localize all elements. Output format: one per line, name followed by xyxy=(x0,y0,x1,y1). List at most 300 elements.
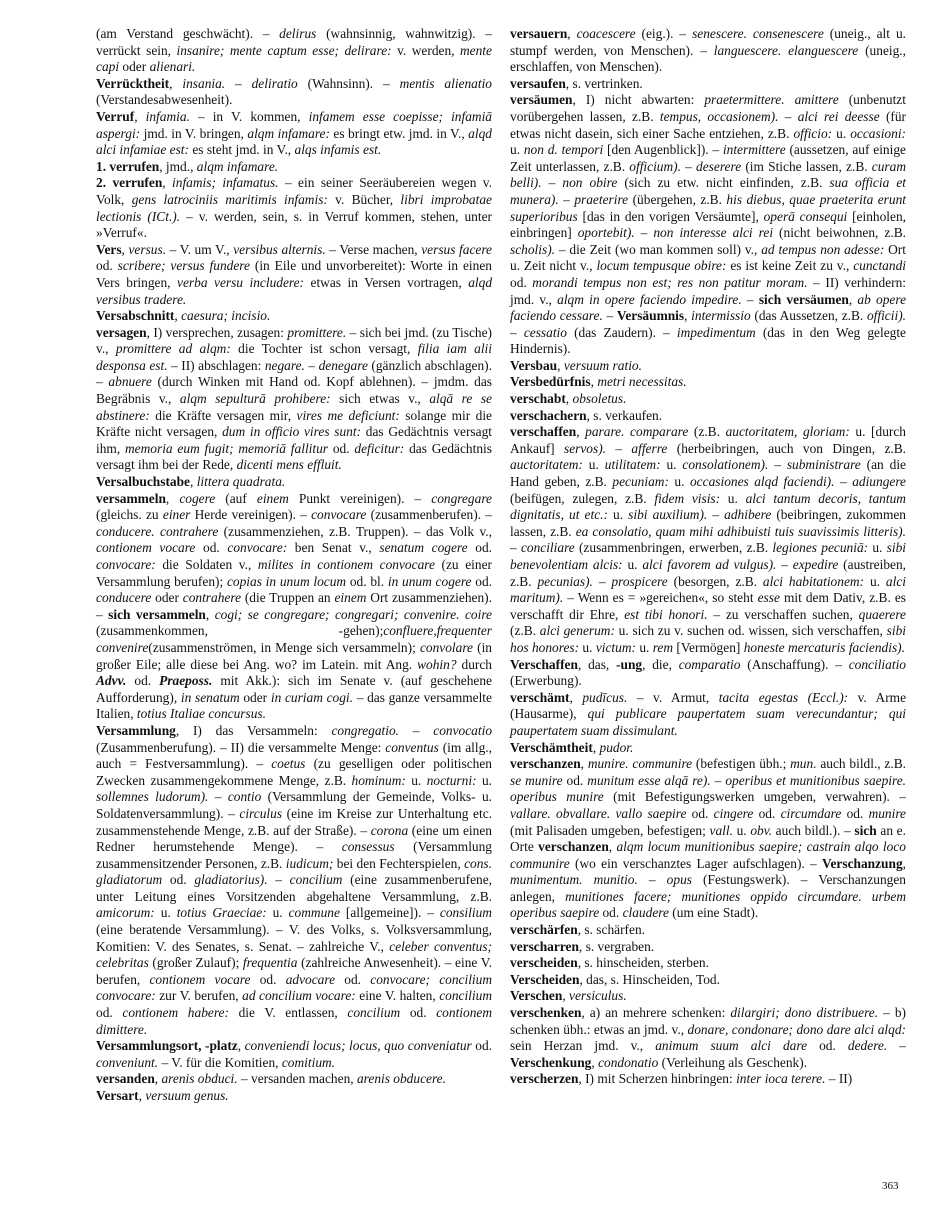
entry-text: auch bildl., z.B. xyxy=(816,756,907,772)
entry-text: [das in den vorigen Versäumte], xyxy=(577,208,764,224)
latin-phrase: contionem vocare xyxy=(96,540,196,556)
latin-phrase: ad concilium vocare: xyxy=(242,988,356,1004)
entry-text: (wahnsinnig, wahnwitzig). – verrückt sein, xyxy=(96,26,492,58)
entry-text: (wo ein verschanztes Lager aufschlagen). – xyxy=(569,855,823,871)
entry-text: od. xyxy=(400,1005,437,1021)
entry-text: [einholen, einbringen] xyxy=(510,208,906,241)
latin-phrase: convocare: xyxy=(96,557,156,572)
entry-text: , s. vertrinken. xyxy=(565,75,643,91)
headword: 2. verrufen xyxy=(96,175,163,191)
dictionary-entry xyxy=(96,159,492,176)
entry-text: an e. Orte xyxy=(510,822,906,855)
entry-text: (übergehen, z.B. xyxy=(628,191,727,207)
entry-text: – versanden machen, xyxy=(237,1071,357,1087)
entry-text: u. xyxy=(154,905,177,921)
latin-phrase: einer xyxy=(162,507,191,523)
entry-text: , xyxy=(154,1071,162,1087)
dictionary-entry xyxy=(510,756,906,922)
entry-text: (uneig., alt u. stumpf werden, von Menschen). – xyxy=(510,26,906,58)
dictionary-entry xyxy=(510,922,906,939)
latin-phrase: coacescere xyxy=(576,26,636,41)
entry-text: das Gedächtnis versagt ihm, xyxy=(96,424,492,456)
dictionary-entry xyxy=(510,740,906,757)
entry-text: (Verstandesabwesenheit). xyxy=(96,92,233,108)
entry-text: (durch Winken mit Hand od. Kopf ablehnen). – jmdm. das Begräbnis v., xyxy=(96,374,492,407)
entry-text: , xyxy=(237,1038,245,1054)
latin-phrase: alci favorem ad vulgus). xyxy=(642,557,777,572)
latin-phrase: filia iam alii desponsa est. xyxy=(96,341,492,373)
entry-text: (Versammlung zusammensitzender Personen, z.B. xyxy=(96,839,492,871)
entry-text: , xyxy=(557,357,564,373)
latin-phrase: operā consequi xyxy=(763,208,848,224)
entry-text: – xyxy=(741,291,759,307)
latin-phrase: inter ioca terere. xyxy=(736,1071,826,1087)
entry-text: od. xyxy=(328,440,355,456)
headword: versaufen xyxy=(510,75,566,91)
entry-text: Ort u. Zeit nicht v., xyxy=(510,241,906,274)
latin-phrase: hominum: xyxy=(351,772,406,788)
latin-phrase: alienari. xyxy=(149,59,196,75)
entry-text: – xyxy=(267,872,290,888)
latin-phrase: curam belli). xyxy=(510,158,907,191)
entry-text: u. xyxy=(635,639,653,655)
entry-text: (unbenutzt vorübergehen lassen, z.B. xyxy=(510,92,906,124)
entry-text: , xyxy=(205,606,215,622)
latin-phrase: celeber conventus; celebritas xyxy=(96,938,492,971)
entry-text: (am Verstand geschwächt). – xyxy=(96,26,280,41)
entry-text: u. xyxy=(864,573,886,589)
latin-phrase: cons. gladiatorum xyxy=(96,855,492,888)
headword: Versbedürfnis xyxy=(510,374,591,390)
latin-phrase: abnuere xyxy=(108,374,152,390)
entry-text: od. xyxy=(467,540,493,556)
latin-phrase: wohin? xyxy=(417,656,457,672)
headword: Versäumnis xyxy=(616,308,685,324)
entry-text: sich etwas v., xyxy=(330,391,430,407)
page-number: 363 xyxy=(882,1180,899,1192)
entry-text: bei den Fechterspielen, xyxy=(333,855,465,871)
entry-text: zur V. berufen, xyxy=(155,988,243,1004)
dictionary-entry xyxy=(96,1071,492,1088)
latin-phrase: gladiatorius). xyxy=(194,872,268,888)
entry-text: , xyxy=(569,689,583,705)
entry-text: , die, xyxy=(642,656,679,672)
latin-phrase: animum suum alci dare xyxy=(655,1038,808,1054)
dictionary-entry xyxy=(96,491,492,723)
entry-text: (aussetzen, auf einige Zeit unterlassen, z.B. xyxy=(510,142,906,174)
latin-phrase: quaerere xyxy=(858,606,906,622)
dictionary-entry xyxy=(96,242,492,308)
entry-text: (zu einer Versammlung berufen); xyxy=(96,557,492,589)
dictionary-entry xyxy=(96,175,492,241)
entry-text: (besorgen, z.B. xyxy=(667,573,763,589)
latin-phrase: ab opere faciendo cessare. xyxy=(510,291,907,324)
headword: Verscheiden xyxy=(510,971,580,987)
latin-phrase: victum: xyxy=(595,639,636,655)
entry-text: oder xyxy=(151,590,183,606)
entry-text: – V. um V., xyxy=(166,241,234,257)
entry-text: (eig.). – xyxy=(635,26,693,41)
entry-text: , I) versprechen, zusagen: xyxy=(146,324,288,340)
latin-phrase: circumdare xyxy=(780,805,842,821)
latin-phrase: conveniunt. xyxy=(96,1054,159,1070)
headword: Verschen xyxy=(510,988,563,1004)
latin-phrase: contionem habere: xyxy=(122,1005,229,1021)
entry-text: , jmd., xyxy=(159,158,197,174)
entry-text: (Festungswerk). – Verschanzungen anlegen, xyxy=(510,872,907,904)
headword: versagen xyxy=(96,324,147,340)
latin-phrase: arenis obducere. xyxy=(356,1071,446,1087)
latin-phrase: adhibere xyxy=(724,507,772,523)
latin-phrase: morandi tempus non est; res non patitur moram. xyxy=(532,274,808,290)
entry-text: (eine im Kreise zur Unterhaltung etc. zusammenstehende Menge, z.B. auf der Straße). – xyxy=(96,805,492,838)
entry-text: (Anschaffung). – xyxy=(740,656,849,672)
dictionary-entry xyxy=(510,76,906,93)
latin-phrase: cogere xyxy=(179,490,216,506)
headword: verschachern xyxy=(510,407,587,423)
latin-phrase: occasioni: xyxy=(850,125,906,141)
entry-text: , xyxy=(562,988,570,1004)
latin-phrase: condonatio xyxy=(598,1054,659,1070)
headword: verscheiden xyxy=(510,955,578,971)
latin-phrase: rem xyxy=(652,639,674,655)
dictionary-entry xyxy=(96,325,492,474)
headword: Verschaffen xyxy=(510,656,578,672)
dictionary-entry xyxy=(510,424,906,656)
headword: verschaffen xyxy=(510,424,577,440)
entry-text: die Soldaten v., xyxy=(155,557,258,572)
headword: Verschanzung xyxy=(822,855,903,871)
headword: versanden xyxy=(96,1071,155,1087)
entry-text: od. xyxy=(807,1038,848,1054)
latin-phrase: tacita egestas (Eccl.): xyxy=(718,689,849,705)
entry-text: (z.B. xyxy=(510,623,540,639)
dictionary-entry xyxy=(510,1071,906,1088)
latin-phrase: alci rei deesse xyxy=(797,108,880,124)
entry-text: (um eine Stadt). xyxy=(668,905,759,921)
dictionary-entry xyxy=(510,988,906,1005)
latin-phrase: pecuniam: xyxy=(612,474,669,490)
entry-text: (herbeibringen, auch von Dingen, z.B. xyxy=(667,440,907,456)
latin-phrase: intermittere xyxy=(722,142,786,158)
latin-phrase: contio xyxy=(227,789,262,805)
entry-text: – V. für die Komitien, xyxy=(158,1054,282,1070)
latin-phrase: ad tempus non adesse: xyxy=(761,241,885,257)
entry-text: od. xyxy=(335,971,371,987)
latin-phrase: sollemnes ludorum). xyxy=(96,789,209,805)
entry-text: (in Eile und unvorbereitet): Worte in einen Vers bringen, xyxy=(96,258,492,290)
entry-text: es ist keine Zeit zu v., xyxy=(726,258,854,274)
entry-text: u. xyxy=(266,905,289,921)
headword: verschenken xyxy=(510,1005,582,1021)
latin-phrase: officii). xyxy=(866,308,907,324)
entry-text: , xyxy=(165,490,180,506)
entry-text: [Vermögen] xyxy=(673,639,744,655)
entry-text: (uneig., erschlaffen, von Menschen). xyxy=(510,42,906,75)
latin-phrase: cunctandi xyxy=(853,258,906,274)
entry-text: , s. vergraben. xyxy=(578,938,655,954)
latin-phrase: cogi; se congregare; congregari; convenire. coire xyxy=(214,606,492,622)
entry-text: od. xyxy=(195,540,228,556)
entry-text: od. xyxy=(96,258,118,274)
latin-phrase: conveniendi locus; locus, quo conveniatur xyxy=(244,1038,472,1054)
latin-phrase: dum in officio vires sunt: xyxy=(222,424,362,440)
entry-text: od. xyxy=(471,1038,492,1054)
latin-phrase: infamis; infamatus. xyxy=(172,175,279,191)
entry-text: – die Zeit (wo man kommen soll) v., xyxy=(555,241,762,257)
latin-phrase: operibus et munitionibus saepire. operibus munire xyxy=(510,772,906,805)
dictionary-entry xyxy=(96,26,492,76)
latin-phrase: munire. communire xyxy=(587,756,693,772)
entry-text: die Tochter ist schon versagt, xyxy=(230,341,418,357)
entry-text: – xyxy=(510,324,524,340)
latin-phrase: promittere. xyxy=(287,324,347,340)
entry-text: od. xyxy=(471,573,492,589)
latin-phrase: insania. xyxy=(182,75,226,91)
entry-text: , xyxy=(902,855,906,871)
latin-phrase: vallare. obvallare. vallo saepire xyxy=(510,805,687,821)
latin-phrase: dilargiri; dono distribuere. xyxy=(730,1005,879,1021)
latin-phrase: prospicere xyxy=(611,573,668,589)
entry-text: , xyxy=(591,1054,599,1070)
headword: Versalbuchstabe xyxy=(96,474,190,490)
latin-phrase: munitiones facere; munitiones oppido circumdare. urbem operibus saepire xyxy=(510,888,906,921)
entry-text: (die Truppen an xyxy=(241,590,335,606)
latin-phrase: corona xyxy=(370,822,409,838)
latin-phrase: congregare xyxy=(431,490,492,506)
latin-phrase: conducere xyxy=(96,590,152,606)
latin-phrase: scribere; versus fundere xyxy=(117,258,250,274)
entry-text: (eine zusammenberufene, unter Leitung eines Vorsitzenden abgehaltene Versammlung, z.B. xyxy=(96,872,493,904)
latin-phrase: consolationem). xyxy=(682,457,769,473)
entry-text: , I) das Versammeln: xyxy=(175,722,332,738)
entry-text: oder xyxy=(239,689,271,705)
entry-text: – xyxy=(776,557,793,572)
entry-text: – xyxy=(225,75,252,91)
entry-text: od. xyxy=(162,872,195,888)
entry-text: (großer Zulauf); xyxy=(148,955,243,971)
latin-phrase: expedire xyxy=(792,557,839,572)
latin-phrase: scholis). xyxy=(510,241,556,257)
entry-text: solange mir die Kräfte nicht versagen, xyxy=(96,407,492,440)
latin-phrase: esse xyxy=(757,590,780,606)
latin-phrase: deficitur: xyxy=(354,440,405,456)
latin-phrase: confluere,frequenter convenire xyxy=(96,623,492,655)
latin-phrase: alqā re se abstinere: xyxy=(96,391,492,423)
entry-text: – xyxy=(768,457,787,473)
entry-text: es steht jmd. in V., xyxy=(188,142,295,158)
latin-phrase: promittere ad alqm: xyxy=(115,341,231,357)
entry-text: u. xyxy=(622,557,643,572)
latin-phrase: oportebit). xyxy=(577,225,635,241)
dictionary-entry xyxy=(510,972,906,989)
latin-phrase: littera quadrata. xyxy=(196,474,286,490)
latin-phrase: contionem vocare xyxy=(149,971,251,987)
latin-phrase: convocare: xyxy=(227,540,288,556)
latin-phrase: caesura; incisio. xyxy=(181,308,271,324)
headword: verschanzen xyxy=(510,756,581,772)
latin-phrase: alci tantum decoris, tantum dignitatis, ut etc.: xyxy=(510,490,906,523)
entry-text: (austreiben, z.B. xyxy=(510,557,907,589)
latin-phrase: obsoletus. xyxy=(572,391,627,407)
entry-text: u. xyxy=(720,490,746,506)
entry-text: – xyxy=(634,225,654,241)
headword: Verrücktheit xyxy=(96,75,170,91)
dictionary-entry xyxy=(96,109,492,159)
latin-phrase: convolare xyxy=(419,639,473,655)
latin-phrase: verba versu includere: xyxy=(177,274,305,290)
latin-phrase: se munire xyxy=(510,772,563,788)
latin-phrase: sua officia et munera). xyxy=(510,175,906,207)
entry-text: , I) nicht abwarten: xyxy=(572,92,705,108)
latin-phrase: versuum genus. xyxy=(145,1088,229,1103)
latin-phrase: conventus xyxy=(385,739,439,755)
latin-phrase: versuum ratio. xyxy=(563,357,642,373)
entry-text: die V. entlassen, xyxy=(228,1005,348,1021)
entry-text: – xyxy=(637,872,667,888)
dictionary-entry xyxy=(96,76,492,109)
latin-phrase: dedere. xyxy=(847,1038,888,1054)
latin-phrase: munire xyxy=(868,805,907,821)
latin-phrase: senescere. consenescere xyxy=(692,26,824,41)
entry-text: (Versammlung der Gemeinde, Volks- u. Soldatenversammlung). – xyxy=(96,789,492,821)
entry-text: v. Bücher, xyxy=(327,191,401,207)
latin-phrase: gens latrociniis maritimis infamis: xyxy=(131,191,328,207)
headword: Versart xyxy=(96,1088,139,1103)
entry-text: (das Aussetzen, z.B. xyxy=(750,308,867,324)
entry-text: (gleichs. zu xyxy=(96,507,163,523)
latin-phrase: vires me deficiunt: xyxy=(296,407,400,423)
entry-text: (zusammenkommen, -gehen); xyxy=(96,623,384,639)
latin-phrase: comparatio xyxy=(678,656,741,672)
entry-text: (z.B. xyxy=(688,424,726,440)
entry-text: (an die Hand geben, z.B. xyxy=(510,457,906,490)
entry-text: auch bildl.). – xyxy=(772,822,855,838)
entry-text: v. werden, xyxy=(391,42,460,58)
latin-phrase: amicorum: xyxy=(96,905,155,921)
entry-text: mit Akk.): sich im Senate v. (auf geschehene Aufforderung), xyxy=(96,673,492,705)
latin-phrase: alqd versibus tradere. xyxy=(96,274,493,307)
entry-text: v. Arme (Hausarme), xyxy=(510,689,907,722)
entry-text: , das, s. Hinscheiden, Tod. xyxy=(579,971,720,987)
entry-text: (befestigen übh.; xyxy=(692,756,791,772)
latin-phrase: totius Graeciae: xyxy=(176,905,267,921)
latin-phrase: arenis obduci. xyxy=(161,1071,238,1087)
entry-text: – zu verschaffen suchen, xyxy=(707,606,859,622)
latin-phrase: auctoritatem: xyxy=(510,457,583,473)
entry-text: od. xyxy=(250,971,286,987)
entry-text: , xyxy=(174,308,182,324)
latin-phrase: officium). xyxy=(629,158,681,174)
entry-text: od. xyxy=(562,772,588,788)
entry-text: – xyxy=(399,722,434,738)
entry-text: od. xyxy=(753,805,781,821)
latin-phrase: contrahere xyxy=(182,590,242,606)
entry-text: u. xyxy=(660,457,683,473)
entry-text: , xyxy=(565,391,573,407)
abbreviation: Advv. xyxy=(96,673,127,689)
latin-phrase: einem xyxy=(334,590,367,606)
entry-text: , I) mit Scherzen hinbringen: xyxy=(578,1071,737,1087)
latin-phrase: tempus, occasionem). xyxy=(659,108,779,124)
latin-phrase: metri necessitas. xyxy=(597,374,687,390)
latin-phrase: alci maritum). xyxy=(510,573,906,606)
latin-phrase: alci habitationem: xyxy=(762,573,865,589)
latin-phrase: denegare xyxy=(318,357,368,373)
entry-text: od. xyxy=(599,905,623,921)
entry-text: , xyxy=(138,1088,146,1103)
latin-phrase: pecunias). xyxy=(537,573,593,589)
latin-phrase: in senatum xyxy=(180,689,240,705)
entry-text: (zusammenziehen, z.B. Truppen). – das Volk v., xyxy=(218,523,492,539)
latin-phrase: concilium xyxy=(439,988,492,1004)
latin-phrase: languescere. elanguescere xyxy=(713,42,859,58)
entry-text: , xyxy=(190,474,197,490)
latin-phrase: auctoritatem, gloriam: xyxy=(725,424,850,440)
entry-text: – ein seiner Seeräubereien wegen v. Volk, xyxy=(96,175,492,207)
headword: verscharren xyxy=(510,938,579,954)
entry-text: – II) abschlagen: xyxy=(167,357,265,373)
entry-text: , xyxy=(169,75,183,91)
latin-phrase: alqm locum munitionibus saepire; castrain alqo loco communire xyxy=(510,839,906,871)
latin-phrase: pudor. xyxy=(599,739,634,755)
latin-phrase: infamem esse coepisse; infamiā aspergi: xyxy=(96,108,492,141)
entry-text: u. xyxy=(582,457,605,473)
entry-text: , s. verkaufen. xyxy=(586,407,663,423)
entry-text: (gänzlich abschlagen). – xyxy=(96,357,492,390)
latin-phrase: iudicum; xyxy=(285,855,334,871)
headword: Verschämtheit xyxy=(510,739,593,755)
dictionary-entry xyxy=(510,26,906,76)
latin-phrase: circulus xyxy=(239,805,283,821)
headword: versammeln xyxy=(96,490,166,506)
latin-phrase: convocare; concilium convocare: xyxy=(96,971,493,1004)
entry-text: (auf xyxy=(215,490,257,506)
entry-text: (nicht beiwohnen, z.B. xyxy=(773,225,906,241)
latin-phrase: delirus xyxy=(279,26,317,41)
latin-phrase: claudere xyxy=(622,905,669,921)
latin-phrase: honeste mercaturis faciendis). xyxy=(743,639,905,655)
latin-phrase: adiungere xyxy=(852,474,906,490)
latin-phrase: fidem visis: xyxy=(654,490,721,506)
latin-phrase: milites in contionem convocare xyxy=(257,557,435,572)
entry-text: [den Augenblick]). – xyxy=(603,142,723,158)
entry-text: – II) xyxy=(825,1071,853,1087)
entry-text: , xyxy=(576,424,586,440)
entry-text: , s. hinscheiden, sterben. xyxy=(577,955,709,971)
latin-phrase: intermissio xyxy=(691,308,751,324)
latin-phrase: libri improbatae lectionis (ICt.). xyxy=(96,191,492,224)
entry-text: (im allg., auch = Festversammlung). – xyxy=(96,739,492,772)
dictionary-column-left xyxy=(96,26,492,1105)
entry-text: , xyxy=(590,374,598,390)
entry-text: , xyxy=(684,308,692,324)
entry-text: – xyxy=(834,474,853,490)
entry-text: – v. Armut, xyxy=(627,689,719,705)
entry-text: (in großer Eile; alle diese bei Ang. wo? im Latein. mit Ang. xyxy=(96,639,492,672)
dictionary-entry xyxy=(96,474,492,491)
dictionary-entry xyxy=(510,358,906,375)
headword: sich versammeln xyxy=(108,606,206,622)
headword: versäumen xyxy=(510,92,573,108)
entry-text: – xyxy=(778,108,798,124)
latin-phrase: consilium xyxy=(439,905,492,921)
latin-phrase: deserere xyxy=(696,158,742,174)
entry-text: (im Stiche lassen, z.B. xyxy=(741,158,872,174)
latin-phrase: memoria eum fugit; memoriā fallitur xyxy=(125,440,329,456)
dictionary-entry xyxy=(510,408,906,425)
entry-text: – das ganze versammelte Italien, xyxy=(96,689,492,722)
